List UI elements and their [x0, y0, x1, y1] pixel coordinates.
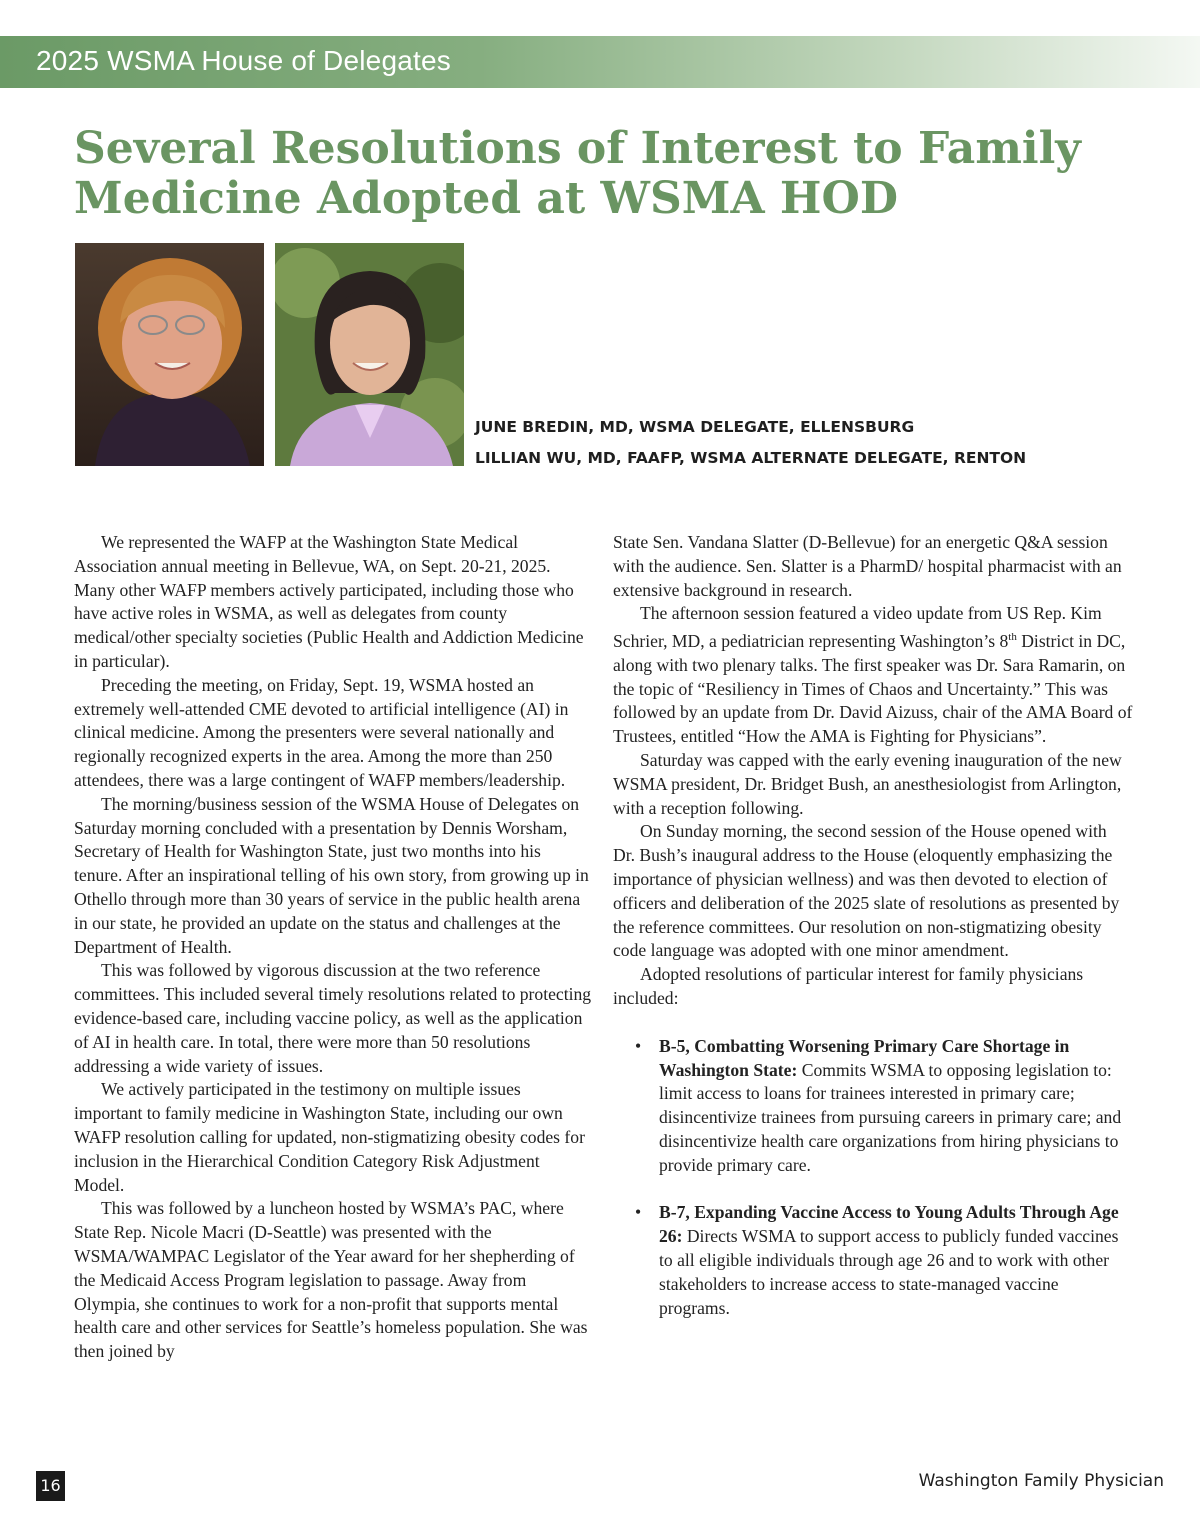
resolution-title: B-5, Combatting Worsening Primary Care Shortage in Washington State:	[659, 1035, 1070, 1080]
byline-lillian-wu: LILLIAN WU, MD, FAAFP, WSMA ALTERNATE DELEGATE, RENTON	[475, 449, 1027, 467]
banner-title: 2025 WSMA House of Delegates	[36, 45, 451, 76]
paragraph-continuation: State Sen. Vandana Slatter (D-Bellevue) for an energetic Q&A session with the audience. Sen. Slatter is a PharmD/ hospital pharmacist with an extensive background in research.	[613, 532, 1122, 600]
article-right-column	[613, 531, 1133, 1344]
paragraph-afternoon	[613, 602, 1133, 749]
afternoon-text-start: The afternoon session featured a video update from US Rep. Kim Schrier, MD, a pediatrician representing Washington’s 8	[613, 603, 1102, 652]
paragraph-reference-committees: This was followed by vigorous discussion at the two reference committees. This included several timely resolutions related to protecting evidence-based care, including vaccine policy, as well as the application of AI in health care. In total, there were more than 50 resolutions addressing a wide variety of issues.	[74, 960, 592, 1076]
resolution-title: B-7, Expanding Vaccine Access to Young Adults Through Age 26:	[659, 1202, 1119, 1247]
paragraph-morning-session: The morning/business session of the WSMA House of Delegates on Saturday morning concluded with a presentation by Dennis Worsham, Secretary of Health for Washington State, just two months into his tenure. After an inspirational telling of his own story, from growing up in Othello through more than 30 years of service in the public health arena in our state, he provided an update on the status and challenges at the Department of Health.	[74, 793, 589, 957]
resolution-b7	[613, 1201, 1133, 1320]
article-left-column	[74, 531, 592, 1364]
paragraph-intro: We represented the WAFP at the Washington State Medical Association annual meeting in Bellevue, WA, on Sept. 20-21, 2025. Many other WAFP members actively participated, including those who have active roles in WSMA, as well as delegates from county medical/other specialty societies (Public Health and Addiction Medicine in particular).	[74, 532, 584, 671]
bullet-icon: •	[635, 1035, 642, 1056]
publication-name: Washington Family Physician	[918, 1471, 1164, 1491]
paragraph-sunday: On Sunday morning, the second session of the House opened with Dr. Bush’s inaugural address to the House (eloquently emphasizing the importance of physician wellness) and was then devoted to election of officers and deliberation of the 2025 slate of resolutions as presented by the reference committees. Our resolution on non-stigmatizing obesity code language was adopted with one minor amendment.	[613, 821, 1120, 961]
ordinal-superscript: th	[1008, 631, 1017, 644]
section-banner	[0, 36, 1200, 88]
resolution-text: Commits WSMA to opposing legislation to: limit access to loans for trainees interested in primary care; disincentivize trainees from pursuing careers in primary care; and disincentivize health care organizations from hiring physicians to provide primary care.	[659, 1059, 1122, 1175]
article-title: Several Resolutions of Interest to Family Medicine Adopted at WSMA HOD	[74, 123, 1081, 224]
author-photo-lillian-wu	[275, 243, 464, 466]
resolutions-list	[613, 1035, 1133, 1321]
resolution-b5	[613, 1035, 1133, 1178]
byline-june-bredin: JUNE BREDIN, MD, WSMA DELEGATE, ELLENSBURG	[475, 418, 915, 436]
paragraph-adopted-intro: Adopted resolutions of particular interest for family physicians included:	[613, 964, 1084, 1008]
paragraph-luncheon: This was followed by a luncheon hosted by WSMA’s PAC, where State Rep. Nicole Macri (D-Seattle) was presented with the WSMA/WAMPAC Legislator of the Year award for her shepherding of the Medicaid Access Program legislation to passage. Away from Olympia, she continues to work for a non-profit that supports mental health care and other services for Seattle’s homeless population. She was then joined by	[74, 1198, 588, 1362]
paragraph-testimony: We actively participated in the testimony on multiple issues important to family medicine in Washington State, including our own WAFP resolution calling for updated, non-stigmatizing obesity codes for inclusion in the Hierarchical Condition Category Risk Adjustment Model.	[74, 1079, 585, 1195]
author-photo-june-bredin	[75, 243, 264, 466]
paragraph-cme: Preceding the meeting, on Friday, Sept. 19, WSMA hosted an extremely well-attended CME devoted to artificial intelligence (AI) in clinical medicine. Among the presenters were several nationally and regionally recognized experts in the area. Among the more than 250 attendees, there was a large contingent of WAFP members/leadership.	[74, 674, 569, 790]
resolution-text: Directs WSMA to support access to publicly funded vaccines to all eligible individuals through age 26 and to work with other stakeholders to increase access to state-managed vaccine programs.	[659, 1226, 1119, 1318]
paragraph-saturday: Saturday was capped with the early evening inauguration of the new WSMA president, Dr. Bridget Bush, an anesthesiologist from Arlington, with a reception following.	[613, 750, 1122, 818]
page-number: 16	[36, 1471, 65, 1501]
bullet-icon: •	[635, 1202, 642, 1223]
afternoon-text-end: District in DC, along with two plenary talks. The first speaker was Dr. Sara Ramarin, on the topic of “Resiliency in Times of Chaos and Uncertainty.” This was followed by an update from Dr. David Aizuss, chair of the AMA Board of Trustees, entitled “How the AMA is Fighting for Physicians”.	[613, 631, 1133, 747]
